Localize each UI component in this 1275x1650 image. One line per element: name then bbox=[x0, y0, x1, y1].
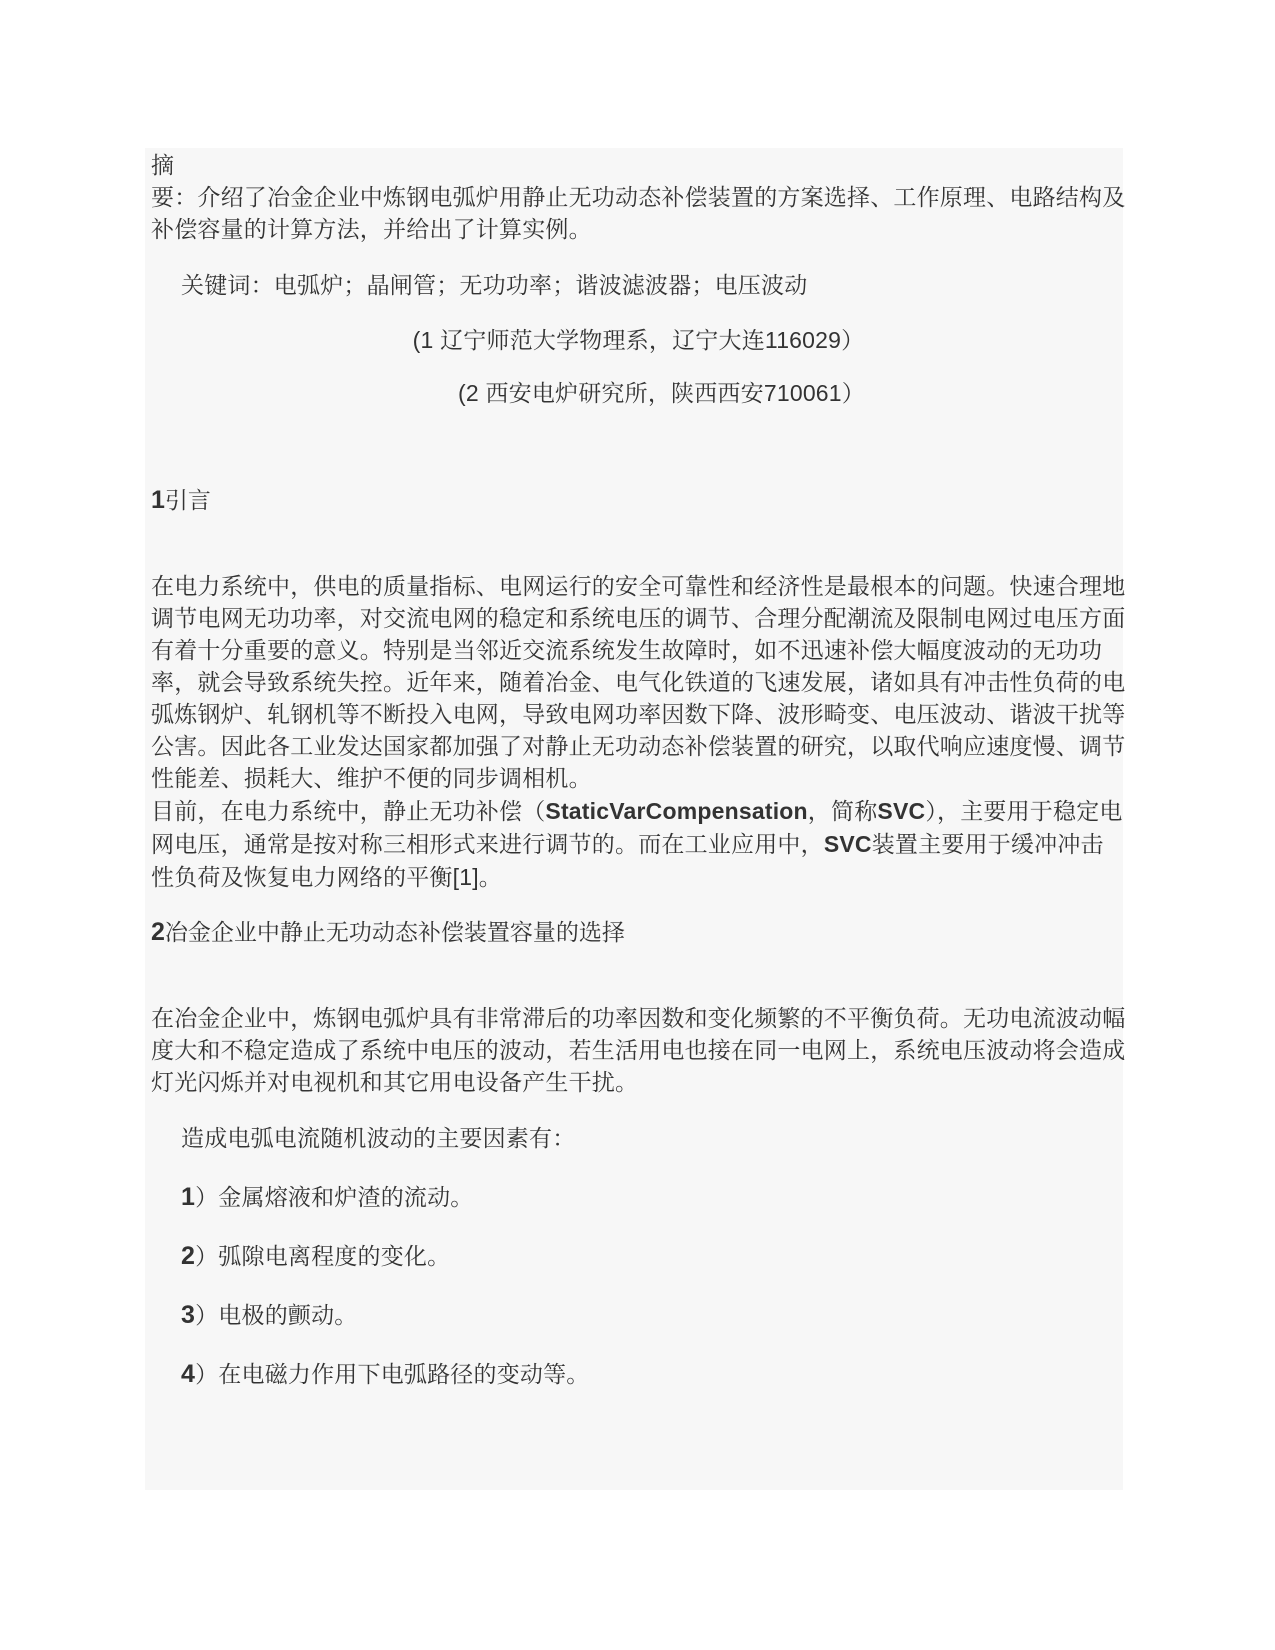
factor-item-2: 2）弧隙电离程度的变化。 bbox=[181, 1242, 451, 1270]
section-1-heading: 1引言 bbox=[151, 486, 211, 514]
factor-item-3: 3）电极的颤动。 bbox=[181, 1301, 358, 1329]
abstract-text: 要：介绍了冶金企业中炼钢电弧炉用静止无功动态补偿装置的方案选择、工作原理、电路结构及补偿容量的计算方法，并给出了计算实例。 bbox=[151, 185, 1126, 243]
section-1-paragraph-2: 目前，在电力系统中，静止无功补偿（StaticVarCompensation，简称SVC），主要用于稳定电网电压，通常是按对称三相形式来进行调节的。而在工业应用中，SVC装置主要用于缓冲冲击性负荷及恢复电力网络的平衡[1]。 bbox=[151, 798, 1123, 891]
document-body bbox=[151, 150, 1126, 1391]
factor-item-1: 1）金属熔液和炉渣的流动。 bbox=[181, 1183, 474, 1211]
factor-item-4: 4）在电磁力作用下电弧路径的变动等。 bbox=[181, 1360, 590, 1388]
section-2-heading: 2冶金企业中静止无功动态补偿装置容量的选择 bbox=[151, 918, 625, 946]
affiliation-2: (2 西安电炉研究所，陕西西安710061） bbox=[457, 380, 865, 407]
section-2-paragraph-1: 在冶金企业中，炼钢电弧炉具有非常滞后的功率因数和变化频繁的不平衡负荷。无功电流波动幅度大和不稳定造成了系统中电压的波动，若生活用电也接在同一电网上，系统电压波动将会造成灯光闪烁并对电视机和其它用电设备产生干扰。 bbox=[151, 1006, 1126, 1096]
affiliation-1: (1 辽宁师范大学物理系，辽宁大连116029） bbox=[412, 327, 865, 354]
abstract-label: 摘 bbox=[151, 153, 175, 179]
factors-intro: 造成电弧电流随机波动的主要因素有： bbox=[181, 1126, 576, 1152]
keywords: 关键词：电弧炉；晶闸管；无功功率；谐波滤波器；电压波动 bbox=[181, 273, 808, 299]
section-1-paragraph-1: 在电力系统中，供电的质量指标、电网运行的安全可靠性和经济性是最根本的问题。快速合理地调节电网无功功率，对交流电网的稳定和系统电压的调节、合理分配潮流及限制电网过电压方面有着十分重要的意义。特别是当邻近交流系统发生故障时，如不迅速补偿大幅度波动的无功功率，就会导致系统失控。近年来，随着冶金、电气化铁道的飞速发展，诸如具有冲击性负荷的电弧炼钢炉、轧钢机等不断投入电网，导致电网功率因数下降、波形畸变、电压波动、谐波干扰等公害。因此各工业发达国家都加强了对静止无功动态补偿装置的研究，以取代响应速度慢、调节性能差、损耗大、维护不便的同步调相机。 bbox=[151, 574, 1126, 792]
